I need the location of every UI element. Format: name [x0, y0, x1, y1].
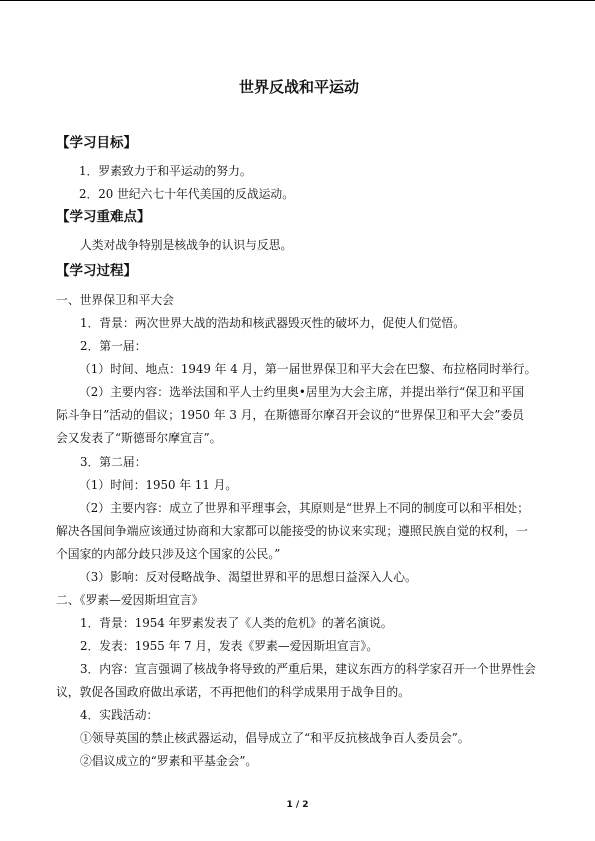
body-line: （1）时间：1950 年 11 月。: [79, 478, 238, 492]
body-line: 二、《罗素—爱因斯坦宣言》: [56, 593, 204, 607]
body-line: （3）影响：反对侵略战争、渴望世界和平的思想日益深入人心。: [79, 570, 417, 584]
body-line: （1）时间、地点：1949 年 4 月，第一届世界保卫和平大会在巴黎、布拉格同时举行。: [79, 362, 537, 376]
body-line: （2）主要内容：选举法国和平人士约里奥•居里为大会主席，并提出举行“保卫和平国: [79, 385, 525, 399]
body-line: 3．内容：宣言强调了核战争将导致的严重后果，建议东西方的科学家召开一个世界性会: [80, 662, 536, 676]
page-number: 1 / 2: [286, 800, 309, 810]
body-line: 议，敦促各国政府做出承诺，不再把他们的科学成果用于战争目的。: [56, 685, 410, 699]
body-line: 2．发表：1955 年 7 月，发表《罗素—爱因斯坦宣言》。: [80, 639, 379, 653]
body-line: 2．第一届：: [80, 339, 147, 353]
goal-item-2: 2．20 世纪六七十年代美国的反战运动。: [79, 187, 295, 201]
key-points-text: 人类对战争特别是核战争的认识与反思。: [80, 238, 293, 252]
body-line: 会又发表了“斯德哥尔摩宣言”。: [56, 431, 222, 445]
top-border-line: [0, 0, 595, 1]
body-line: （2）主要内容：成立了世界和平理事会，其原则是“世界上不同的制度可以和平相处；: [79, 501, 530, 515]
goal-item-1: 1．罗素致力于和平运动的努力。: [79, 164, 252, 178]
section-heading-key-points: 【学习重难点】: [56, 209, 151, 225]
page-title: 世界反战和平运动: [238, 78, 359, 96]
section-heading-goals: 【学习目标】: [56, 135, 137, 151]
body-line: 1．背景：1954 年罗素发表了《人类的危机》的著名演说。: [80, 616, 393, 630]
body-line: 1．背景：两次世界大战的浩劫和核武器毁灭性的破坏力，促使人们觉悟。: [80, 316, 466, 330]
body-line: 个国家的内部分歧只涉及这个国家的公民。”: [56, 547, 281, 561]
section-heading-process: 【学习过程】: [56, 263, 137, 279]
body-line: ②倡议成立的“罗素和平基金会”。: [80, 754, 258, 768]
body-line: 3．第二届：: [80, 455, 147, 469]
body-line: 际斗争日”活动的倡议；1950 年 3 月，在斯德哥尔摩召开会议的“世界保卫和平大会”委员: [56, 408, 524, 422]
body-line: 一、世界保卫和平大会: [56, 293, 174, 307]
body-line: 4．实践活动：: [80, 708, 159, 722]
body-line: ①领导英国的禁止核武器运动，倡导成立了“和平反抗核战争百人委员会”。: [80, 731, 470, 745]
body-line: 解决各国间争端应该通过协商和大家都可以能接受的协议来实现；遵照民族自觉的权利，一: [56, 524, 528, 538]
